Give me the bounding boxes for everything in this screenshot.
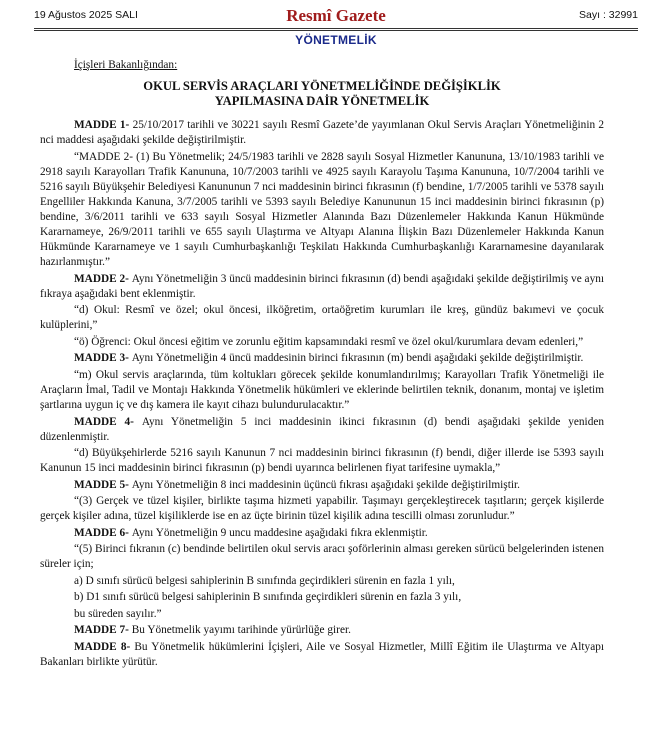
paragraph-text: Aynı Yönetmeliğin 5 inci maddesinin ikinci fıkrasının (d) bendi aşağıdaki şekilde yeniden düzenlenmiştir. — [40, 415, 605, 443]
paragraph-text: b) D1 sınıfı sürücü belgesi sahiplerinin B sınıfında geçirdikleri sürenin en fazla 3 yılı, — [74, 591, 462, 604]
quoted-paragraph — [40, 368, 604, 413]
regulation-title-line-1: OKUL SERVİS ARAÇLARI YÖNETMELİĞİNDE DEĞİŞİKLİK — [143, 79, 501, 94]
article-label: MADDE 1- — [74, 119, 133, 132]
article-label: MADDE 2- — [74, 272, 132, 285]
paragraph-text: Aynı Yönetmeliğin 9 uncu maddesine aşağıdaki fıkra eklenmiştir. — [131, 526, 428, 539]
section-heading: YÖNETMELİK — [295, 33, 377, 47]
issue-number: Sayı : 32991 — [579, 9, 638, 21]
issue-date: 19 Ağustos 2025 SALI — [34, 9, 138, 21]
article-label: MADDE 7- — [74, 624, 132, 637]
article-paragraph — [40, 623, 604, 638]
paragraph-text: Aynı Yönetmeliğin 3 üncü maddesinin birinci fıkrasının (d) bendi aşağıdaki şekilde değiştirilmiş ve aynı fıkraya aşağıdaki bent eklenmiştir. — [40, 272, 605, 300]
header-rule-bottom — [34, 30, 638, 31]
paragraph-text: “ö) Öğrenci: Okul öncesi eğitim ve zorunlu eğitim kapsamındaki resmî ve özel okul/kurumlara devam edenleri,” — [74, 335, 584, 348]
article-label: MADDE 8- — [74, 640, 135, 653]
sub-item — [40, 607, 604, 622]
paragraph-text: “(5) Birinci fıkranın (c) bendinde belirtilen okul servis aracı şoförlerinin alması gereken sürücü belgelerinden istenen süreler için; — [40, 543, 604, 571]
paragraph-text: “m) Okul servis araçlarında, tüm koltukları görecek şekilde konumlandırılmış; Karayolları Trafik Yönetmeliği ile Araçların İmal, Tadil ve Montajı Hakkında Yönetmelik hükümleri ve eklerinde belirtilen teknik, donanım, montaj ve işletim şartlarına uygun iç ve dış kamera ile kayıt cihazı bulundurulacaktır.” — [40, 368, 604, 412]
sub-item — [40, 590, 604, 605]
quoted-paragraph — [40, 494, 604, 524]
regulation-body — [40, 118, 604, 670]
article-paragraph — [40, 478, 604, 493]
paragraph-text: a) D sınıfı sürücü belgesi sahiplerinin B sınıfında geçirdikleri sürenin en fazla 1 yılı, — [74, 574, 455, 587]
article-label: MADDE 3- — [74, 352, 132, 365]
paragraph-text: “(3) Gerçek ve tüzel kişiler, birlikte taşıma hizmeti yapabilir. Taşımayı gerçekleştirecek taşıtların; gerçek kişilerde gerçek kişiler adına, tüzel kişiliklerde ise en az üçte birinin tüzel kişilik adına tescilli olması zorunludur.” — [40, 495, 604, 523]
paragraph-text: Aynı Yönetmeliğin 4 üncü maddesinin birinci fıkrasının (m) bendi aşağıdaki şekilde değiştirilmiştir. — [131, 352, 584, 365]
article-paragraph — [40, 118, 604, 148]
article-paragraph — [40, 640, 604, 670]
paragraph-text: Bu Yönetmelik yayımı tarihinde yürürlüğe girer. — [131, 624, 351, 637]
paragraph-text: “d) Büyükşehirlerde 5216 sayılı Kanunun 7 nci maddesinin birinci fıkrasının (f) bendi, diğer illerde ise 5393 sayılı Kanunun 15 inci maddesinin birinci fıkrasının (p) bendi uyarınca belirlenen fiyat tarifesine uymakla,” — [40, 447, 604, 475]
paragraph-text: “MADDE 2- (1) Bu Yönetmelik; 24/5/1983 tarihli ve 2828 sayılı Sosyal Hizmetler Kanununa, 13/10/1983 tarihli ve 2918 sayılı Karayolları Trafik Kanununa, 10/7/2003 tarihli ve 4925 sayılı Karayolu Taşıma Kanununa, 10/7/2004 tarihli ve 5216 sayılı Büyükşehir Belediyesi Kanununun 7 nci maddesinin birinci fıkrasının (f) bendine, 1/7/2005 tarihli ve 5378 sayılı Engelliler Hakkında Kanuna, 3/7/2005 tarihli ve 5393 sayılı Belediye Kanununun 15 inci maddesinin birinci fıkrasının (p) bendine, 3/6/2011 tarihli ve 633 sayılı Sosyal Hizmetler Alanında Bazı Düzenlemeler Hakkında Kanun Hükmünde Kararnameye, 26/9/2011 tarihli ve 655 sayılı Ulaştırma ve Altyapı Alanına İlişkin Bazı Düzenlemeler Hakkında Kanun Hükmünde Kararnameye ve 1 sayılı Cumhurbaşkanlığı Teşkilatı Hakkında Cumhurbaşkanlığı Kararnamesine dayanılarak hazırlanmıştır.” — [40, 150, 604, 269]
article-label: MADDE 5- — [74, 478, 132, 491]
quoted-paragraph — [40, 335, 604, 350]
gazette-header — [34, 7, 638, 29]
gazette-title: Resmî Gazete — [286, 6, 386, 25]
paragraph-text: “d) Okul: Resmî ve özel; okul öncesi, ilköğretim, ortaöğretim kurumları ile kreş, gündüz bakımevi ve çocuk kulüplerini,” — [40, 304, 604, 332]
regulation-title-line-2: YAPILMASINA DAİR YÖNETMELİK — [214, 94, 430, 109]
paragraph-text: Aynı Yönetmeliğin 8 inci maddesinin üçüncü fıkrası aşağıdaki şekilde değiştirilmiştir. — [131, 478, 520, 491]
article-paragraph — [40, 272, 604, 302]
article-label: MADDE 6- — [74, 526, 132, 539]
paragraph-text: 25/10/2017 tarihli ve 30221 sayılı Resmî Gazete’de yayımlanan Okul Servis Araçları Yönetmeliğinin 2 nci maddesi aşağıdaki şekilde değiştirilmiştir. — [40, 119, 605, 147]
article-paragraph — [40, 526, 604, 541]
quoted-paragraph — [40, 542, 604, 572]
sub-item — [40, 574, 604, 589]
header-rule-top — [34, 28, 638, 29]
paragraph-text: Bu Yönetmelik hükümlerini İçişleri, Aile ve Sosyal Hizmetler, Millî Eğitim ile Ulaştırma ve Altyapı Bakanları birlikte yürütür. — [40, 640, 604, 668]
quoted-paragraph — [40, 303, 604, 333]
article-label: MADDE 4- — [74, 415, 142, 428]
regulation-document — [40, 58, 604, 671]
ministry-line: İçişleri Bakanlığından: — [74, 59, 178, 71]
article-paragraph — [40, 415, 604, 445]
paragraph-text: bu süreden sayılır.” — [74, 607, 162, 620]
article-paragraph — [40, 351, 604, 366]
quoted-paragraph — [40, 446, 604, 476]
quoted-paragraph — [40, 150, 604, 271]
regulation-title — [40, 79, 604, 109]
